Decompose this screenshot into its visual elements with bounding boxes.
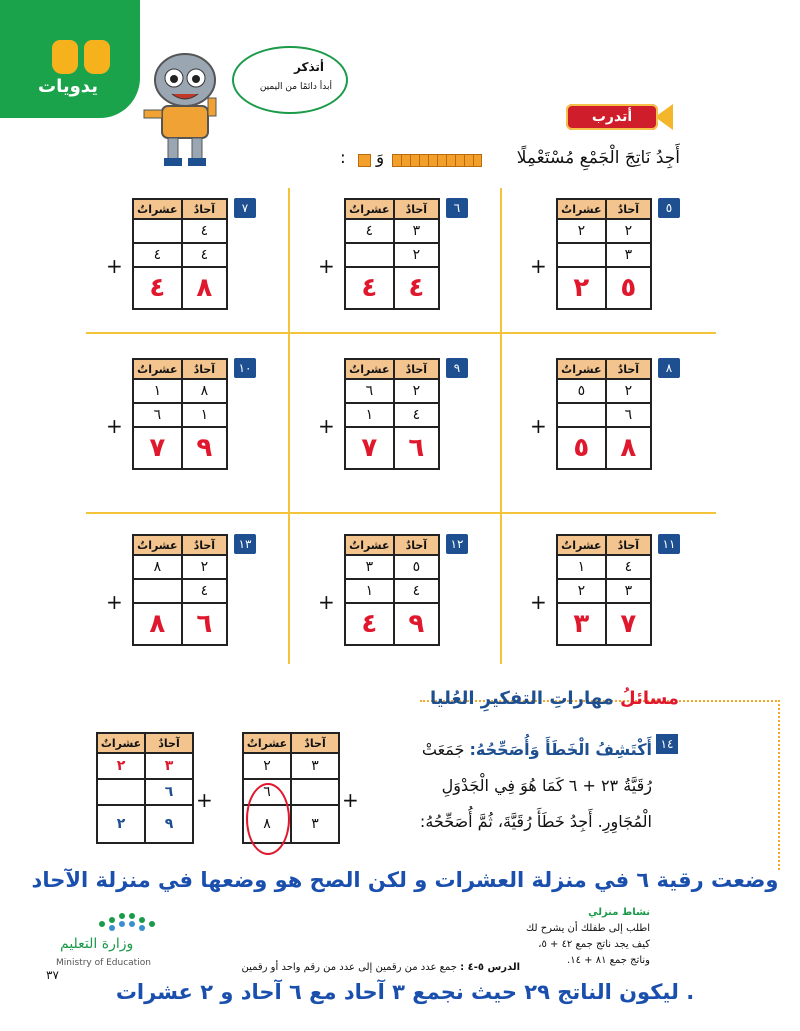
tens-header: عشراتٌ [345, 199, 394, 219]
exercise-block [106, 356, 256, 486]
cell: ٢ [97, 805, 145, 843]
ones-header: آحادٌ [145, 733, 193, 753]
home-activity-line: وناتج جمع ٨١ + ١٤. [567, 955, 650, 966]
ones-header: آحادٌ [606, 199, 651, 219]
addition-table [132, 198, 228, 310]
plus-sign: + [342, 788, 359, 812]
cell: ٤ [182, 579, 227, 603]
home-activity-title: نشاط منزلي [588, 907, 650, 918]
answer-tens: ٧ [133, 427, 182, 469]
exercise-number: ٨ [658, 358, 680, 378]
cell: ٦ [345, 379, 394, 403]
cell: ٤ [606, 555, 651, 579]
exercise-block [530, 532, 680, 662]
exercise-block [318, 196, 468, 326]
hots-heading-part2: مهاراتِ التفكيرِ العُليا [430, 688, 614, 709]
exercise-number: ١٠ [234, 358, 256, 378]
cell: ٣ [606, 579, 651, 603]
cell: ٨ [243, 805, 291, 843]
tens-header: عشراتٌ [557, 359, 606, 379]
cell: ١ [345, 403, 394, 427]
addition-table [132, 534, 228, 646]
cell: ٦ [133, 403, 182, 427]
robot-mascot-icon [130, 48, 240, 170]
cell: ٨ [133, 555, 182, 579]
addition-table [344, 198, 440, 310]
instruction-colon: : [340, 148, 346, 168]
answer-tens: ٤ [133, 267, 182, 309]
answer-ones: ٩ [182, 427, 227, 469]
answer-ones: ٦ [394, 427, 439, 469]
tens-header: عشراتٌ [557, 199, 606, 219]
cell: ١ [557, 555, 606, 579]
tens-header: عشراتٌ [243, 733, 291, 753]
teacher-note-1: وضعت رقية ٦ في منزلة العشرات و لكن الصح هو وضعها في منزلة الآحاد [31, 868, 779, 892]
cell: ٣ [291, 805, 339, 843]
exercise-block [106, 532, 256, 662]
hots-heading-part1: مسائلُ [620, 688, 680, 709]
plus-sign: + [196, 788, 213, 812]
page-number: ٣٧ [46, 968, 59, 982]
exercise-number: ١٤ [656, 734, 678, 754]
lesson-label: الدرس ٥-٤ : [460, 962, 520, 973]
plus-sign: + [106, 254, 123, 278]
reminder-bubble [232, 46, 348, 114]
cell: ٢ [182, 555, 227, 579]
plus-sign: + [530, 414, 547, 438]
error-circle [246, 783, 290, 855]
ministry-emblem-icon [96, 902, 156, 932]
tens-rod-icon [392, 154, 482, 167]
ones-header: آحادٌ [606, 359, 651, 379]
exercise-number: ٦ [446, 198, 468, 218]
answer-tens: ٥ [557, 427, 606, 469]
plus-sign: + [318, 590, 335, 614]
exercise-block [530, 196, 680, 326]
ministry-arabic: وزارة التعليم [60, 936, 134, 952]
home-activity-line: اطلب إلى طفلك أن يشرح لك [526, 923, 650, 934]
problem-14-line2: رُقَيَّةُ ٢٣ + ٦ كَمَا هُوَ فِي الْجَدْوَلِ [441, 776, 652, 795]
hots-divider [778, 700, 780, 870]
home-activity [330, 905, 650, 969]
ones-header: آحادٌ [182, 359, 227, 379]
lesson-text: جمع عدد من رقمين إلى عدد من رقم واحد أو رقمين [241, 962, 457, 973]
addition-table [556, 358, 652, 470]
answer-tens: ٤ [345, 267, 394, 309]
cell: ٢ [606, 219, 651, 243]
cell: ٩ [145, 805, 193, 843]
ones-header: آحادٌ [182, 199, 227, 219]
exercise-block [530, 356, 680, 486]
cell: ٢ [557, 579, 606, 603]
plus-sign: + [530, 590, 547, 614]
addition-table [344, 534, 440, 646]
exercise-number: ٥ [658, 198, 680, 218]
cell: ٥ [394, 555, 439, 579]
plus-sign: + [318, 254, 335, 278]
ones-header: آحادٌ [182, 535, 227, 555]
exercise-number: ١٢ [446, 534, 468, 554]
instruction-prefix: أَجِدُ نَاتِجَ الْجَمْعِ مُسْتَعْمِلًا [516, 148, 680, 168]
hand-icon [84, 40, 110, 74]
home-activity-line: كيف يجد ناتج جمع ٤٢ + ٥، [538, 939, 650, 950]
plus-sign: + [530, 254, 547, 278]
tens-header: عشراتٌ [133, 199, 182, 219]
cell: ٢ [243, 753, 291, 779]
cell: ٣ [345, 555, 394, 579]
corrected-addition-table [96, 732, 194, 844]
cell [97, 779, 145, 805]
cell: ٤ [182, 243, 227, 267]
tens-header: عشراتٌ [133, 359, 182, 379]
exercise-number: ٧ [234, 198, 256, 218]
ones-header: آحادٌ [394, 359, 439, 379]
exercise-block [106, 196, 256, 326]
instruction-and: وَ [376, 148, 385, 168]
problem-14-title: أَكْتَشِفُ الْخَطَأَ وَأُصَحِّحُهُ: [469, 740, 652, 759]
cell: ٢ [394, 379, 439, 403]
cell: ٢ [97, 753, 145, 779]
teacher-note-2: . ليكون الناتج ٢٩ حيث نجمع ٣ آحاد مع ٦ آحاد و ٢ عشرات [115, 980, 695, 1004]
exercise-block [318, 532, 468, 662]
cell: ١ [182, 403, 227, 427]
cell: ٦ [606, 403, 651, 427]
problem-14-line3: الْمُجَاوِرِ. أَجِدُ خَطَأَ رُقَيَّةَ، ثُمَّ أُصَحِّحُهُ: [419, 812, 652, 831]
cell: ٣ [145, 753, 193, 779]
ones-header: آحادٌ [606, 535, 651, 555]
addition-table [556, 534, 652, 646]
cell [345, 243, 394, 267]
cell [133, 219, 182, 243]
ministry-english: Ministry of Education [56, 958, 151, 968]
cell: ٣ [606, 243, 651, 267]
tens-header: عشراتٌ [345, 359, 394, 379]
exercise-number: ٩ [446, 358, 468, 378]
ministry-logo [46, 900, 166, 970]
answer-ones: ٨ [182, 267, 227, 309]
addition-table [344, 358, 440, 470]
answer-tens: ٤ [345, 603, 394, 645]
grid-divider [500, 188, 502, 664]
cell: ٤ [133, 243, 182, 267]
cell: ١ [345, 579, 394, 603]
cell: ٢ [606, 379, 651, 403]
answer-tens: ٢ [557, 267, 606, 309]
cell: ٤ [394, 403, 439, 427]
bubble-text: أبدأ دائمًا من اليمين [259, 82, 332, 92]
instruction-text [340, 148, 680, 168]
answer-ones: ٨ [606, 427, 651, 469]
lesson-footer [220, 962, 520, 973]
addition-table [132, 358, 228, 470]
tens-header: عشراتٌ [133, 535, 182, 555]
exercise-number: ١٣ [234, 534, 256, 554]
cell: ١ [133, 379, 182, 403]
plus-sign: + [106, 414, 123, 438]
hots-heading [430, 688, 679, 709]
problem-14-line1: جَمَعَتْ [421, 740, 465, 759]
addition-table [556, 198, 652, 310]
plus-sign: + [106, 590, 123, 614]
cell: ٢ [557, 219, 606, 243]
tens-header: عشراتٌ [345, 535, 394, 555]
cell: ٦ [243, 779, 291, 805]
grid-divider [86, 512, 716, 514]
exercise-number: ١١ [658, 534, 680, 554]
tens-header: عشراتٌ [97, 733, 145, 753]
cell: ٤ [182, 219, 227, 243]
answer-tens: ٨ [133, 603, 182, 645]
answer-tens: ٣ [557, 603, 606, 645]
brand-corner [0, 0, 140, 118]
hand-icon [52, 40, 78, 74]
ones-header: آحادٌ [291, 733, 339, 753]
cell: ٨ [182, 379, 227, 403]
answer-ones: ٦ [182, 603, 227, 645]
grid-divider [86, 332, 716, 334]
answer-ones: ٥ [606, 267, 651, 309]
plus-sign: + [318, 414, 335, 438]
problem-14-text [372, 732, 652, 840]
cell: ٣ [291, 753, 339, 779]
cell: ٤ [345, 219, 394, 243]
bubble-title: أتذكر [294, 60, 324, 74]
cell [557, 243, 606, 267]
ones-header: آحادٌ [394, 535, 439, 555]
exercise-block [318, 356, 468, 486]
cell [133, 579, 182, 603]
answer-tens: ٧ [345, 427, 394, 469]
cell: ٣ [394, 219, 439, 243]
section-badge: أتدرب [566, 104, 658, 130]
cell: ٥ [557, 379, 606, 403]
ones-header: آحادٌ [394, 199, 439, 219]
tens-header: عشراتٌ [557, 535, 606, 555]
cell: ٤ [394, 579, 439, 603]
cell [291, 779, 339, 805]
answer-ones: ٩ [394, 603, 439, 645]
cell: ٢ [394, 243, 439, 267]
cell: ٦ [145, 779, 193, 805]
answer-ones: ٧ [606, 603, 651, 645]
cell [557, 403, 606, 427]
answer-ones: ٤ [394, 267, 439, 309]
brand-label: يدويات [38, 76, 98, 97]
ones-cube-icon [358, 154, 371, 167]
grid-divider [288, 188, 290, 664]
